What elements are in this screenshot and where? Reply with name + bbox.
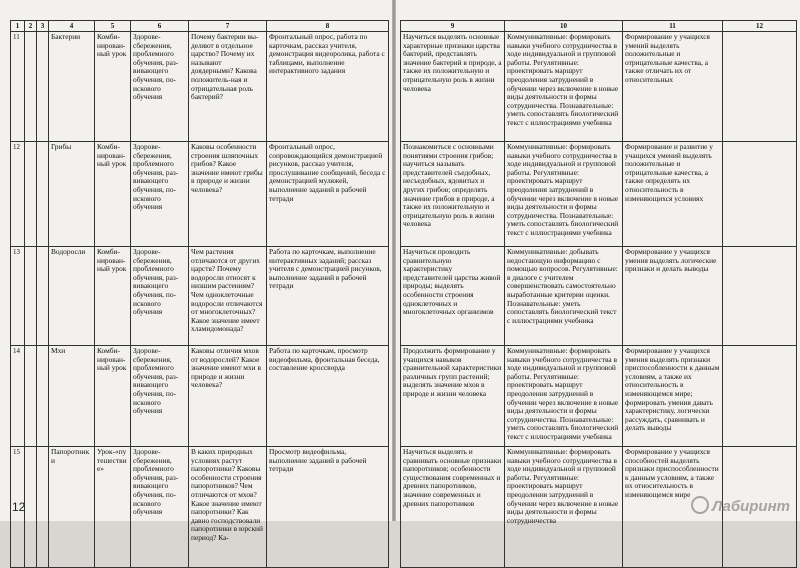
technologies: Здорове-сбережения, проблемного обучения, раз-вивающего обучения, по-искового обучения bbox=[131, 247, 189, 346]
problem-questions: Каковы особенности строения шляпочных грибов? Какое значение имеют грибы в природе и жизни человека? bbox=[189, 142, 267, 247]
subject-results: Научиться выделять основные характерные признаки царства бактерий, представлять значение бактерий в природе, а также их положительную и отрицательную роль в жизни человека bbox=[401, 32, 505, 142]
col-header: 12 bbox=[723, 21, 797, 32]
table-row bbox=[401, 142, 797, 247]
problem-questions: Каковы отличия мхов от водорослей? Какое значение имеют мхи в природе и жизни человека? bbox=[189, 346, 267, 447]
lesson-type: Комби-нирован-ный урок bbox=[95, 247, 131, 346]
col-header: 3 bbox=[37, 21, 49, 32]
table-row bbox=[401, 346, 797, 447]
col-header: 11 bbox=[623, 21, 723, 32]
subject-results: Научиться выделять и сравнивать основные признаки папоротников; особенности существования современных и древних папоротников, значение современных и древних папоротников bbox=[401, 447, 505, 568]
table-row bbox=[11, 447, 389, 568]
labirint-logo-icon bbox=[691, 496, 709, 514]
logo-text: Лабиринт bbox=[711, 498, 790, 515]
empty-cell bbox=[25, 32, 37, 142]
empty-cell bbox=[37, 247, 49, 346]
activity-types: Фронтальный опрос, сопровождающийся демонстрацией рисунков, рассказ учителя, прослушивание сообщений, беседа с демонстрацией муляжей, выполнение заданий в рабочей тетради bbox=[267, 142, 389, 247]
technologies: Здорове-сбережения, проблемного обучения, раз-вивающего обучения, по-искового обучения bbox=[131, 142, 189, 247]
empty-cell bbox=[25, 142, 37, 247]
subject-results: Продолжить формирование у учащихся навыков сравнительной характеристики различных групп растений; выделять значение мхов в природе и жизни человека bbox=[401, 346, 505, 447]
table-row bbox=[11, 247, 389, 346]
table-row bbox=[401, 32, 797, 142]
table-row bbox=[11, 32, 389, 142]
empty-cell bbox=[37, 32, 49, 142]
col-header: 8 bbox=[267, 21, 389, 32]
meta-results: Коммуникативные: формировать навыки учебного сотрудничества в ходе индивидуальной и групповой работы. Регулятивные: проектировать маршрут преодоления затруднений в обучении через включение в новые виды деятельности и формы сотрудничества. Познавательные: уметь сопоставлять биологический текст с иллюстрациями учебника bbox=[505, 32, 623, 142]
column-12 bbox=[723, 346, 797, 447]
problem-questions: В каких природных условиях растут папоротники? Каковы особенности строения папоротников? Чем отличаются от мхов? Какое значение имеют папоротники? Как давно господствовали папоротники в юрский период? Ка- bbox=[189, 447, 267, 568]
col-header: 1 bbox=[11, 21, 25, 32]
activity-types: Работа по карточкам, выполнение интерактивных заданий; рассказ учителя с демонстрацией рисунков, выполнение заданий в рабочей тетради bbox=[267, 247, 389, 346]
lesson-number: 14 bbox=[11, 346, 25, 447]
page-number: 12 bbox=[12, 500, 26, 514]
lesson-number: 11 bbox=[11, 32, 25, 142]
column-12 bbox=[723, 247, 797, 346]
activity-types: Фронтальный опрос, работа по карточкам, рассказ учителя, демонстрация видеоролика, работа с таблицами, выполнение интерактивного задания bbox=[267, 32, 389, 142]
meta-results: Коммуникативные: формировать навыки учебного сотрудничества в ходе индивидуальной и групповой работы. Регулятивные: проектировать маршрут преодоления затруднений в обучении через включение в новые виды деятельности и формы сотрудничества. Познавательные: уметь сопоставлять биологический текст с иллюстрациями учебника bbox=[505, 346, 623, 447]
lesson-topic: Грибы bbox=[49, 142, 95, 247]
lesson-topic: Водоросли bbox=[49, 247, 95, 346]
personal-results: Формирование у учащихся способностей выделять признаки приспособленности к данным условиям, а также их относительность в изменяющемся мире bbox=[623, 447, 723, 568]
col-header: 5 bbox=[95, 21, 131, 32]
meta-results: Коммуникативные: формировать навыки учебного сотрудничества в ходе индивидуальной и групповой работы. Регулятивные: проектировать маршрут преодоления затруднений в обучении через включение в новые виды деятельности и формы сотрудничества. Познавательные: уметь сопоставлять биологический текст с иллюстрациями учебника bbox=[505, 142, 623, 247]
right-header-row bbox=[401, 21, 797, 32]
table-row bbox=[401, 247, 797, 346]
lesson-type: Комби-нирован-ный урок bbox=[95, 346, 131, 447]
right-table bbox=[400, 20, 797, 568]
left-page bbox=[0, 0, 392, 542]
subject-results: Познакомиться с основными понятиями строения грибов; научиться называть представителей съедобных, несъедобных, ядовитых и других грибов; определять значение грибов в природе, а также их положительную и отрицательную роль в жизни человека bbox=[401, 142, 505, 247]
activity-types: Просмотр видеофильма, выполнение заданий в рабочей тетради bbox=[267, 447, 389, 568]
lesson-topic: Бактерии bbox=[49, 32, 95, 142]
technologies: Здорове-сбережения, проблемного обучения, раз-вивающего обучения, по-искового обучения bbox=[131, 447, 189, 568]
empty-cell bbox=[37, 142, 49, 247]
right-page bbox=[396, 0, 800, 525]
col-header: 2 bbox=[25, 21, 37, 32]
technologies: Здорове-сбережения, проблемного обучения, раз-вивающего обучения, по-искового обучения bbox=[131, 346, 189, 447]
problem-questions: Чем растения отличаются от других царств? Почему водоросли относят к низшим растениям? Чем одноклеточные водоросли отличаются от многоклеточных? Какое значение имеет хламидомонада? bbox=[189, 247, 267, 346]
lesson-topic: Мхи bbox=[49, 346, 95, 447]
personal-results: Формирование и развитие у учащихся умений выделять положительные и отрицательные качества, а также определять их относительность в изменяющихся условиях bbox=[623, 142, 723, 247]
empty-cell bbox=[25, 447, 37, 568]
col-header: 7 bbox=[189, 21, 267, 32]
lesson-number: 12 bbox=[11, 142, 25, 247]
empty-cell bbox=[25, 247, 37, 346]
lesson-type: Урок-«путешествие» bbox=[95, 447, 131, 568]
col-header: 4 bbox=[49, 21, 95, 32]
meta-results: Коммуникативные: формировать навыки учебного сотрудничества в ходе индивидуальной и групповой работы. Регулятивные: проектировать маршрут преодоления затруднений в обучении через включение в новые виды деятельности и формы сотрудничества bbox=[505, 447, 623, 568]
col-header: 10 bbox=[505, 21, 623, 32]
problem-questions: Почему бактерии вы-деляют в отдельное царство? Почему их называют доядерными? Какова положитель-ная и отрицательная роль бактерий? bbox=[189, 32, 267, 142]
activity-types: Работа по карточкам, просмотр видеофильма, фронтальная беседа, составление кроссворда bbox=[267, 346, 389, 447]
col-header: 9 bbox=[401, 21, 505, 32]
lesson-type: Комби-нирован-ный урок bbox=[95, 142, 131, 247]
table-row bbox=[11, 142, 389, 247]
column-12 bbox=[723, 32, 797, 142]
personal-results: Формирование у учащихся умения выделять логические признаки и делать выводы bbox=[623, 247, 723, 346]
table-row bbox=[11, 346, 389, 447]
left-header-row bbox=[11, 21, 389, 32]
lesson-topic: Папоротники bbox=[49, 447, 95, 568]
empty-cell bbox=[37, 346, 49, 447]
subject-results: Научиться проводить сравнительную характеристику представителей царства живой природы; выделять особенности строения одноклеточных и многоклеточных организмов bbox=[401, 247, 505, 346]
personal-results: Формирование у учащихся умения выделять признаки приспособленности к данным условиям, а также их относительность в изменяющемся мире; формировать умения давать характеристику, логически рассуждать, сравнивать и делать выводы bbox=[623, 346, 723, 447]
technologies: Здорове-сбережения, проблемного обучения, раз-вивающего обучения, по-искового обучения bbox=[131, 32, 189, 142]
meta-results: Коммуникативные: добывать недостающую информацию с помощью вопросов. Регулятивные: в диалоге с учителем совершенствовать самостоятельно выработанные критерии оценки. Познавательные: уметь сопоставлять биологический текст с иллюстрациями учебника bbox=[505, 247, 623, 346]
empty-cell bbox=[37, 447, 49, 568]
lesson-type: Комби-нирован-ный урок bbox=[95, 32, 131, 142]
column-12 bbox=[723, 142, 797, 247]
personal-results: Формирование у учащихся умений выделять положительные и отрицательные качества, а также отличать их от относительных bbox=[623, 32, 723, 142]
col-header: 6 bbox=[131, 21, 189, 32]
lesson-number: 13 bbox=[11, 247, 25, 346]
lesson-number: 15 bbox=[11, 447, 25, 568]
left-table bbox=[10, 20, 389, 568]
empty-cell bbox=[25, 346, 37, 447]
labirint-logo bbox=[691, 496, 790, 515]
